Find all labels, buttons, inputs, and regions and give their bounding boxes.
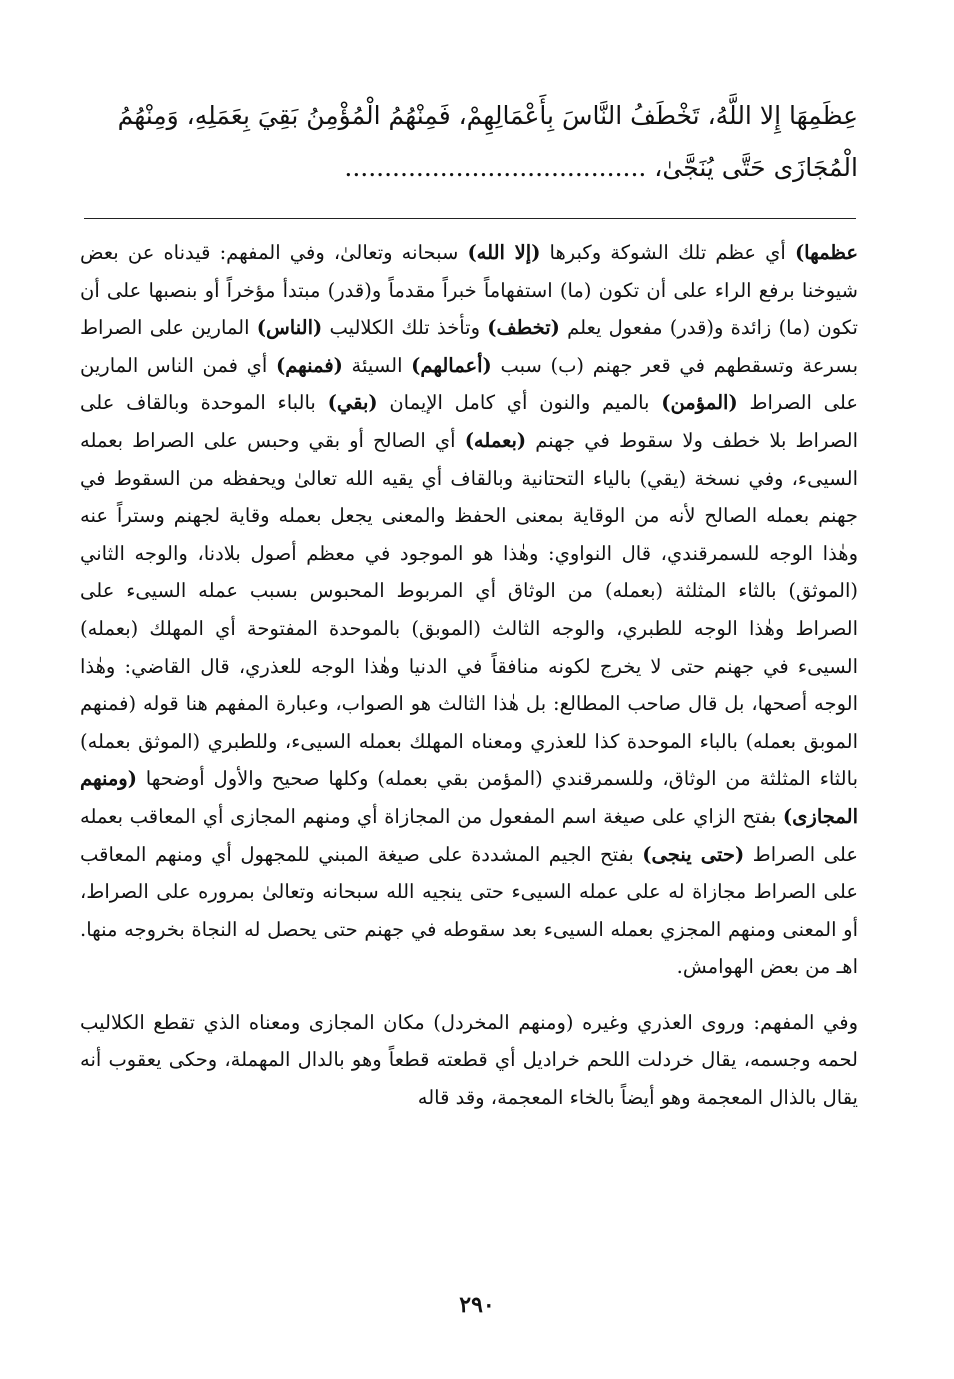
commentary-segment: سبحانه وتعالىٰ، وفي المفهم: قيدناه عن بعض شيوخنا برفع الراء على أن تكون (ما) استفهاماً خبراً مقدماً و(قدر) مبتدأ مؤخراً أو بنصبها على أن تكون (ما) زائدة و(قدر) مفعول يعلم xyxy=(80,241,858,340)
commentary-paragraph-2: وفي المفهم: وروى العذري وغيره (ومنهم المخردل) مكان المجازى ومعناه الذي تقطع الكلاليب لحمه وجسمه، يقال خردلت اللحم خراديل أي قطعته قطعاً وهو بالدال المهملة، وحكى يعقوب أنه يقال بالذال المعجمة وهو أيضاً بالخاء المعجمة، وقد قاله xyxy=(80,1010,858,1110)
commentary-paragraph-1 xyxy=(80,234,858,986)
footnote-divider xyxy=(84,218,856,219)
commentary-segment: بفتح الزاي على صيغة اسم المفعول من المجازاة أي ومنهم المجازى أي المعاقب بعمله على الصراط xyxy=(80,804,858,866)
commentary-keyword: (بعمله) xyxy=(464,428,527,452)
commentary-segment: أي فمن الناس المارين على الصراط xyxy=(80,353,858,415)
commentary-segment: أي الصالح أو بقي وحبس على الصراط بعمله السيىء، وفي نسخة (يقي) بالياء التحتانية وبالقاف أي يقيه الله تعالىٰ ويحفظه من السقوط في جهنم بعمله الصالح لأنه من الوقاية بمعنى الحفظ والمعنى يجعل بعمله وقاية لجهنم وستراً عنه وهٰذا الوجه للسمرقندي، قال النواوي: وهٰذا هو الموجود في معظم أصول بلادنا، والوجه الثاني (الموثق) بالثاء المثلثة (بعمله) من الوثاق أي المربوط المحبوس بسبب عمله السيىء على الصراط وهٰذا الوجه للطبري، والوجه الثالث (الموبق) بالموحدة المفتوحة أي المهلك (بعمله) السيىء في جهنم حتى لا يخرج لكونه منافقاً في الدنيا وهٰذا الوجه للعذري، قال القاضي: وهٰذا الوجه أصحها، بل قال صاحب المطالع: بل هٰذا الثالث هو الصواب، وعبارة المفهم هنا قوله (فمنهم الموبق بعمله) بالباء الموحدة كذا للعذري ومعناه المهلك بعمله السيىء، وللطبري (الموثق بعمله) بالثاء المثلثة من الوثاق، وللسمرقندي (المؤمن بقي بعمله) وكلها صحيح والأول أوضحها xyxy=(80,428,858,791)
commentary-segment: وتأخذ تلك الكلاليب xyxy=(322,316,488,340)
commentary-segment: المارين على الصراط بسرعة وتسقطهم في قعر جهنم (ب) سبب xyxy=(80,316,858,377)
commentary-keyword: (ومنهم المجازى) xyxy=(80,767,858,828)
commentary-keyword: (أعمالهم) xyxy=(411,353,492,377)
main-text-line-1: عِظَمِهَا إِلا اللَّهُ، تَخْطَفُ النَّاسَ بِأَعْمَالِهِمْ، فَمِنْهُمُ الْمُؤْمِنُ بَقِيَ بِعَمَلِهِ، وَمِنْهُمُ xyxy=(117,101,858,130)
commentary-segment: بالميم والنون أي كامل الإيمان xyxy=(377,391,662,415)
commentary-keyword: (بقي) xyxy=(327,391,378,415)
commentary-keyword: (فمنهم) xyxy=(275,353,343,377)
commentary-segment: أي عظم تلك الشوكة وكبرها xyxy=(540,241,795,264)
commentary-keyword: (الناس) xyxy=(256,316,323,340)
commentary-segment: السيئة xyxy=(342,353,412,377)
commentary-keyword: عظمها) xyxy=(794,241,858,264)
commentary-segment: بفتح الجيم المشددة على صيغة المبني للمجهول أي ومنهم المعاقب على الصراط مجازاة له على عمله السيىء حتى ينجيه الله سبحانه وتعالىٰ بمروره على الصراط، أو المعنى ومنهم المجزي بعمله السيىء بعد سقوطه في جهنم حتى يحصل له النجاة بخروجه منها. اهـ من بعض الهوامش. xyxy=(80,842,858,979)
commentary-keyword: (تخطف) xyxy=(487,316,560,340)
page-number: ٢٩٠ xyxy=(459,1292,495,1318)
commentary-keyword: (إلا الله) xyxy=(467,241,541,264)
commentary-text xyxy=(80,234,858,1117)
commentary-segment: بالباء الموحدة وبالقاف على الصراط بلا خطف ولا سقوط في جهنم xyxy=(80,391,858,452)
main-text-line-2: الْمُجَازَى حَتَّى يُنَجَّىٰ، ...................................... xyxy=(344,153,858,182)
commentary-keyword: (حتى ينجى) xyxy=(642,842,745,866)
commentary-keyword: (المؤمن) xyxy=(661,391,738,415)
hadith-main-text xyxy=(80,90,858,194)
